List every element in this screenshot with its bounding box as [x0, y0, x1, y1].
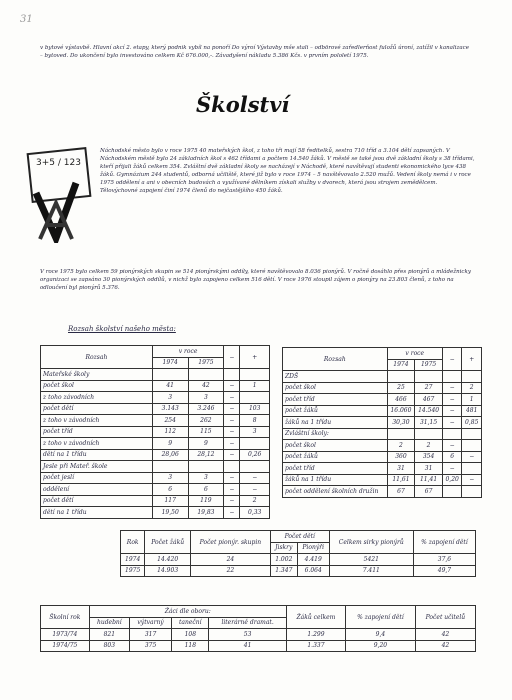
table-cell: −	[240, 472, 270, 484]
table-cell: Jesle při Mateř. škole	[41, 461, 153, 473]
table-cell: 41	[209, 640, 286, 652]
table-row	[41, 472, 270, 484]
table-cell: −	[442, 394, 462, 406]
table-cell: z toho v závodních	[41, 415, 153, 427]
table-cell: 3	[188, 392, 224, 404]
table-caption: Rozsah školství našeho města:	[68, 325, 176, 333]
t1-header-year-2: 1975	[188, 357, 224, 369]
table-row	[41, 426, 270, 438]
table-cell: 0,20	[442, 474, 462, 486]
table-cell: 6.064	[297, 565, 329, 577]
t1-header-plus: +	[240, 346, 270, 369]
table-cell: 31	[415, 463, 443, 475]
table-cell	[224, 461, 240, 473]
table-cell: −	[442, 440, 462, 452]
t3-header-zapojeni: % zapojení dětí	[413, 531, 475, 554]
table-cell: 0,85	[462, 417, 482, 429]
table-cell: 2	[415, 440, 443, 452]
table-row	[41, 380, 270, 392]
intro-paragraph: v bytové výstavbě. Hlavní akcí 2. etapy, který podnik vybíl na ponoří Do výroí Výstavby mše stali – odbörové zaředlerňost fuložů úroní, zatížil v kanalizace – bytoved. Do ukončení bylo investováno celkem Kč 676.000,-. Závadyšení nákladu 5.386 Kčs. v prvním pololetí 1975.	[40, 45, 469, 59]
table-cell	[415, 428, 443, 440]
table-cell: 3	[188, 472, 224, 484]
table-cell: 1974	[121, 554, 145, 566]
t3-header-zaku: Počet žáků	[145, 531, 191, 554]
table-cell: Mateřské školy	[41, 369, 153, 381]
t3-sub-jiskry: Jiskry	[270, 542, 297, 554]
table-cell: 53	[209, 629, 286, 641]
table-cell: počet oddělení školních družin	[283, 486, 388, 498]
t4-sub-literarne: literárně dramat.	[209, 617, 286, 629]
table-cell: −	[224, 380, 240, 392]
t2-header-minus: −	[442, 348, 462, 371]
table-cell: 1.347	[270, 565, 297, 577]
table-cell: 115	[188, 426, 224, 438]
table-cell	[415, 371, 443, 383]
table-cell: 103	[240, 403, 270, 415]
table-cell: žáků na 1 třídu	[283, 474, 388, 486]
t2-header-year-1: 1974	[387, 359, 415, 371]
table-row	[283, 428, 482, 440]
table-cell: 67	[415, 486, 443, 498]
table-cell: 2	[387, 440, 415, 452]
table-cell: 42	[415, 640, 475, 652]
table-cell: žáků na 1 třídu	[283, 417, 388, 429]
table-row	[283, 405, 482, 417]
t4-header-zapojeni: % zapojení dětí	[346, 606, 416, 629]
table-cell	[387, 371, 415, 383]
table-cell: 3	[152, 392, 188, 404]
table-cell: Zvláštní školy:	[283, 428, 388, 440]
t4-header-rok: Školní rok	[41, 606, 90, 629]
table-cell: 25	[387, 382, 415, 394]
table-cell: 11,41	[415, 474, 443, 486]
table-cell	[152, 369, 188, 381]
table-cell: −	[224, 484, 240, 496]
table-cell: z toho závodních	[41, 392, 153, 404]
t3-header-celkem: Celkem sirky pionýrů	[329, 531, 413, 554]
t4-header-ucitelu: Počet učitelů	[415, 606, 475, 629]
table-cell	[387, 428, 415, 440]
t2-header-plus: +	[462, 348, 482, 371]
table-row	[283, 394, 482, 406]
table-cell: 14.420	[145, 554, 191, 566]
table-pioneers	[120, 530, 476, 577]
table-cell: 354	[415, 451, 443, 463]
table-row	[283, 463, 482, 475]
table-cell	[462, 486, 482, 498]
table-cell: 42	[188, 380, 224, 392]
table-cell: −	[224, 426, 240, 438]
school-emblem-icon	[26, 143, 96, 243]
t4-header-obor: Žáci dle oboru:	[89, 606, 286, 618]
table-row	[41, 392, 270, 404]
table-cell: 9,4	[346, 629, 416, 641]
table-cell: 0,33	[240, 507, 270, 519]
table-cell: 1973/74	[41, 629, 90, 641]
table-row	[283, 440, 482, 452]
table-cell: −	[224, 472, 240, 484]
table-cell: 30,30	[387, 417, 415, 429]
table-cell: 19,50	[152, 507, 188, 519]
table-cell: 467	[415, 394, 443, 406]
table-cell: počet žáků	[283, 451, 388, 463]
table-row	[41, 495, 270, 507]
table-cell: −	[224, 495, 240, 507]
table-cell: 28,06	[152, 449, 188, 461]
table-cell: 22	[190, 565, 270, 577]
table-cell: −	[240, 484, 270, 496]
table-cell: 8	[240, 415, 270, 427]
table-cell: počet škol	[283, 382, 388, 394]
table-cell: 6	[152, 484, 188, 496]
t2-header-rozsah: Rozsah	[283, 348, 388, 371]
t1-header-rozsah: Rozsah	[41, 346, 153, 369]
t2-header-v-roce: v roce	[387, 348, 442, 360]
table-cell: ZDŠ	[283, 371, 388, 383]
table-cell: 4.419	[297, 554, 329, 566]
table-cell: 1975	[121, 565, 145, 577]
table-cell: 14.903	[145, 565, 191, 577]
table-row	[283, 451, 482, 463]
table-cell: 1	[240, 380, 270, 392]
table-cell: 112	[152, 426, 188, 438]
table-cell: 1974/75	[41, 640, 90, 652]
paragraph-schools: Náchodské město bylo v roce 1975 40 mateřských škol, z toho tři mají 58 ředitelků, sestra 710 tříd a 3.104 dětí zapsaných. V Náchodském městě bylo 24 základních škol s 462 třídami a počtem 14.540 žáků. V městě se také jsou dvě základní školy s 38 třídami, kteří přijali žáků celkem 354. Zvláštní dvě základní školy se nacházejí v Náchodě, které navštěvují studenti ekonomického lyce 438 žáků. Gymnázium 244 studentů, odborná učiliště, které již bylo v roce 1974 – 5 navštěvovalo 2.520 mužů. Vedení školy nemá i v roce 1975 oddělení a ani v obecních budovách a využívané dělníkem získali služby v dvorech, která jsou strojem zemědělcem. Tělovýchovné zapojení činí 1974 členů do nejčastějšího 450 žáků.	[100, 148, 475, 194]
table-cell: počet škol	[41, 380, 153, 392]
table-cell	[462, 463, 482, 475]
table-cell: −	[224, 507, 240, 519]
table-row	[41, 629, 476, 641]
table-cell	[462, 440, 482, 452]
table-cell: 360	[387, 451, 415, 463]
table-cell: 28,12	[188, 449, 224, 461]
table-cell	[152, 461, 188, 473]
table-cell: 31	[387, 463, 415, 475]
t4-sub-vytvarny: výtvarný	[129, 617, 171, 629]
table-row	[121, 565, 476, 577]
table-cell: 37,6	[413, 554, 475, 566]
table-cell: 42	[415, 629, 475, 641]
table-row	[283, 474, 482, 486]
table-cell: −	[442, 405, 462, 417]
table-cell: 3	[240, 426, 270, 438]
table-cell: 0,26	[240, 449, 270, 461]
table-cell: 19,83	[188, 507, 224, 519]
table-cell: 466	[387, 394, 415, 406]
table-row	[41, 403, 270, 415]
table-cell: 49,7	[413, 565, 475, 577]
table-cell: 67	[387, 486, 415, 498]
table-cell: −	[442, 382, 462, 394]
table-cell: 7.411	[329, 565, 413, 577]
table-cell	[442, 428, 462, 440]
table-cell	[188, 369, 224, 381]
t4-header-celkem: Žáků celkem	[286, 606, 345, 629]
table-cell: dětí na 1 třídu	[41, 449, 153, 461]
section-title: Školství	[196, 92, 290, 117]
table-cell	[462, 428, 482, 440]
table-cell: 9	[188, 438, 224, 450]
table-cell: 119	[188, 495, 224, 507]
table-cell: 1.337	[286, 640, 345, 652]
table-cell: 262	[188, 415, 224, 427]
table-cell	[442, 486, 462, 498]
table-row	[41, 507, 270, 519]
table-cell: počet jeslí	[41, 472, 153, 484]
table-cell: 1.299	[286, 629, 345, 641]
table-row	[41, 449, 270, 461]
table-row	[41, 438, 270, 450]
t3-header-rok: Rok	[121, 531, 145, 554]
table-row	[283, 371, 482, 383]
t1-header-year-1: 1974	[152, 357, 188, 369]
table-cell: oddělení	[41, 484, 153, 496]
table-cell: 1.002	[270, 554, 297, 566]
t3-header-skupin: Počet pionýr. skupin	[190, 531, 270, 554]
table-cell: −	[462, 474, 482, 486]
table-row	[41, 461, 270, 473]
table-cell: 117	[152, 495, 188, 507]
table-cell: 1	[462, 394, 482, 406]
table-cell: počet tříd	[283, 394, 388, 406]
table-primary-schools	[282, 347, 482, 498]
table-cell: počet dětí	[41, 495, 153, 507]
table-cell	[224, 369, 240, 381]
table-kindergartens	[40, 345, 270, 519]
table-cell	[188, 461, 224, 473]
table-row	[283, 382, 482, 394]
table-cell: počet žáků	[283, 405, 388, 417]
table-cell: −	[224, 415, 240, 427]
table-cell: 2	[462, 382, 482, 394]
table-cell: 41	[152, 380, 188, 392]
table-row	[41, 484, 270, 496]
table-cell	[240, 461, 270, 473]
t3-header-deti: Počet dětí	[270, 531, 329, 543]
emblem-formula: 3+5 / 123	[36, 158, 81, 168]
table-cell: 6	[188, 484, 224, 496]
table-cell: počet dětí	[41, 403, 153, 415]
table-cell: 481	[462, 405, 482, 417]
table-cell: 14.540	[415, 405, 443, 417]
table-cell: 821	[89, 629, 129, 641]
table-cell: 11,61	[387, 474, 415, 486]
t2-header-year-2: 1975	[415, 359, 443, 371]
table-cell: −	[442, 463, 462, 475]
table-cell: 375	[129, 640, 171, 652]
table-cell: 27	[415, 382, 443, 394]
table-row	[283, 486, 482, 498]
t3-sub-pionyri: Pionýři	[297, 542, 329, 554]
table-cell: 803	[89, 640, 129, 652]
page-corner-mark: 31	[20, 14, 33, 25]
table-cell: −	[442, 417, 462, 429]
table-cell: 2	[240, 495, 270, 507]
table-row	[121, 554, 476, 566]
table-cell: 3	[152, 472, 188, 484]
table-cell: z toho v závodních	[41, 438, 153, 450]
table-cell: 254	[152, 415, 188, 427]
table-cell: dětí na 1 třídu	[41, 507, 153, 519]
paragraph-pioneers: V roce 1975 bylo celkem 59 pionýrských skupin se 514 pionýrskými oddíly, které navštěvovalo 8.036 pionýrů. V ročně dosáhlo přes pionýrů a mládežnicky organizaci se zapsáno 30 pionýrských oddílů, v nichž bylo zapojeno celkem 516 dětí. V roce 1976 stoupil zájem o pionýry na 23.803 členů, z toho na odloučení byl pionýrů 5.376.	[40, 269, 471, 291]
t4-sub-tanecni: taneční	[172, 617, 209, 629]
table-row	[283, 417, 482, 429]
table-row	[41, 415, 270, 427]
table-cell: 5421	[329, 554, 413, 566]
table-cell: −	[224, 403, 240, 415]
t1-header-minus: −	[224, 346, 240, 369]
table-cell	[442, 371, 462, 383]
table-cell: −	[224, 438, 240, 450]
table-cell: počet tříd	[41, 426, 153, 438]
table-cell: 317	[129, 629, 171, 641]
table-cell	[240, 392, 270, 404]
table-row	[41, 369, 270, 381]
table-cell: −	[462, 451, 482, 463]
table-cell: 3.246	[188, 403, 224, 415]
table-cell: 24	[190, 554, 270, 566]
table-cell: 118	[172, 640, 209, 652]
t1-header-v-roce: v roce	[152, 346, 223, 358]
table-cell	[240, 438, 270, 450]
table-cell: počet tříd	[283, 463, 388, 475]
table-cell: počet škol	[283, 440, 388, 452]
table-cell: −	[224, 392, 240, 404]
table-cell	[462, 371, 482, 383]
table-cell	[240, 369, 270, 381]
table-cell: 108	[172, 629, 209, 641]
table-cell: 9,20	[346, 640, 416, 652]
table-row	[41, 640, 476, 652]
table-cell: 6	[442, 451, 462, 463]
table-cell: 9	[152, 438, 188, 450]
table-cell: −	[224, 449, 240, 461]
table-cell: 31,15	[415, 417, 443, 429]
table-cell: 16.060	[387, 405, 415, 417]
table-cell: 3.143	[152, 403, 188, 415]
t4-sub-hudebni: hudební	[89, 617, 129, 629]
table-art-school	[40, 605, 476, 652]
